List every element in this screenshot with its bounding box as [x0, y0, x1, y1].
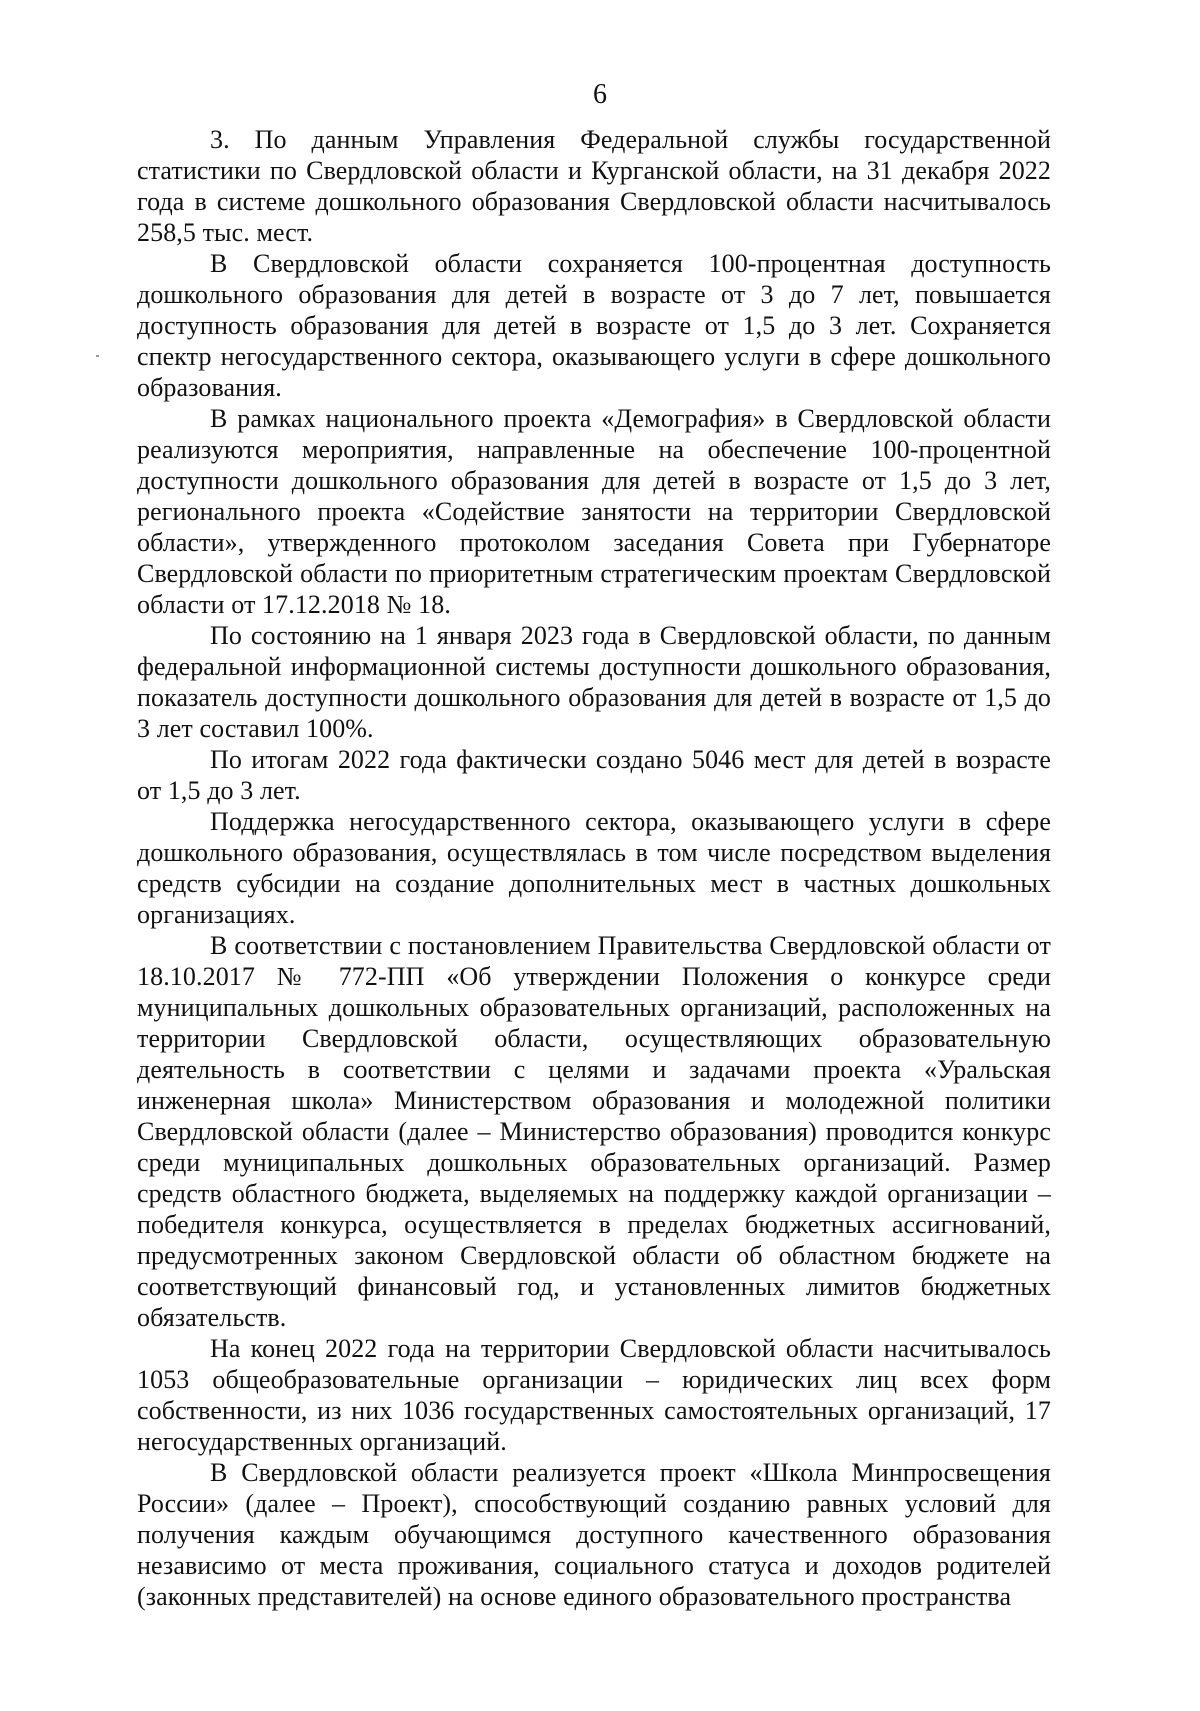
- paragraph-organizations-count: На конец 2022 года на территории Свердловской области насчитывалось 1053 общеобразовательные организации – юридических лиц всех форм собственности, из них 1036 государственных самостоятельных организаций, 17 негосударственных организаций.: [137, 1334, 1051, 1456]
- paragraph-school-project: В Свердловской области реализуется проект «Школа Минпросвещения России» (далее – Проект), способствующий созданию равных условий для получения каждым обучающимся доступного качественного образования независимо от места проживания, социального статуса и доходов родителей (законных представителей) на основе единого образовательного пространства: [137, 1458, 1051, 1611]
- scan-margin-mark: [96, 355, 99, 357]
- paragraph-availability: В Свердловской области сохраняется 100-процентная доступность дошкольного образования для детей в возрасте от 3 до 7 лет, повышается доступность образования для детей в возрасте от 1,5 до 3 лет. Сохраняется спектр негосударственного сектора, оказывающего услуги в сфере дошкольного образования.: [137, 249, 1051, 402]
- paragraph-statistics: 3. По данным Управления Федеральной службы государственной статистики по Свердловской области и Курганской области, на 31 декабря 2022 года в системе дошкольного образования Свердловской области насчитывалось 258,5 тыс. мест.: [137, 125, 1051, 247]
- paragraph-places-created: По итогам 2022 года фактически создано 5046 мест для детей в возрасте от 1,5 до 3 лет.: [137, 745, 1051, 805]
- page-number: 6: [593, 79, 607, 110]
- paragraph-status-2023: По состоянию на 1 января 2023 года в Свердловской области, по данным федеральной информационной системы доступности дошкольного образования, показатель доступности дошкольного образования для детей в возрасте от 1,5 до 3 лет составил 100%.: [137, 621, 1051, 743]
- paragraph-competition: В соответствии с постановлением Правительства Свердловской области от 18.10.2017 № 772-ПП «Об утверждении Положения о конкурсе среди муниципальных дошкольных образовательных организаций, расположенных на территории Свердловской области, осуществляющих образовательную деятельность в соответствии с целями и задачами проекта «Уральская инженерная школа» Министерством образования и молодежной политики Свердловской области (далее – Министерство образования) проводится конкурс среди муниципальных дошкольных образовательных организаций. Размер средств областного бюджета, выделяемых на поддержку каждой организации – победителя конкурса, осуществляется в пределах бюджетных ассигнований, предусмотренных законом Свердловской области об областном бюджете на соответствующий финансовый год, и установленных лимитов бюджетных обязательств.: [137, 931, 1051, 1332]
- document-body: [137, 124, 1051, 1612]
- paragraph-nongovernment-support: Поддержка негосударственного сектора, оказывающего услуги в сфере дошкольного образования, осуществлялась в том числе посредством выделения средств субсидии на создание дополнительных мест в частных дошкольных организациях.: [137, 807, 1051, 929]
- paragraph-demography-project: В рамках национального проекта «Демография» в Свердловской области реализуются мероприятия, направленные на обеспечение 100-процентной доступности дошкольного образования для детей в возрасте от 1,5 до 3 лет, регионального проекта «Содействие занятости на территории Свердловской области», утвержденного протоколом заседания Совета при Губернаторе Свердловской области по приоритетным стратегическим проектам Свердловской области от 17.12.2018 № 18.: [137, 404, 1051, 619]
